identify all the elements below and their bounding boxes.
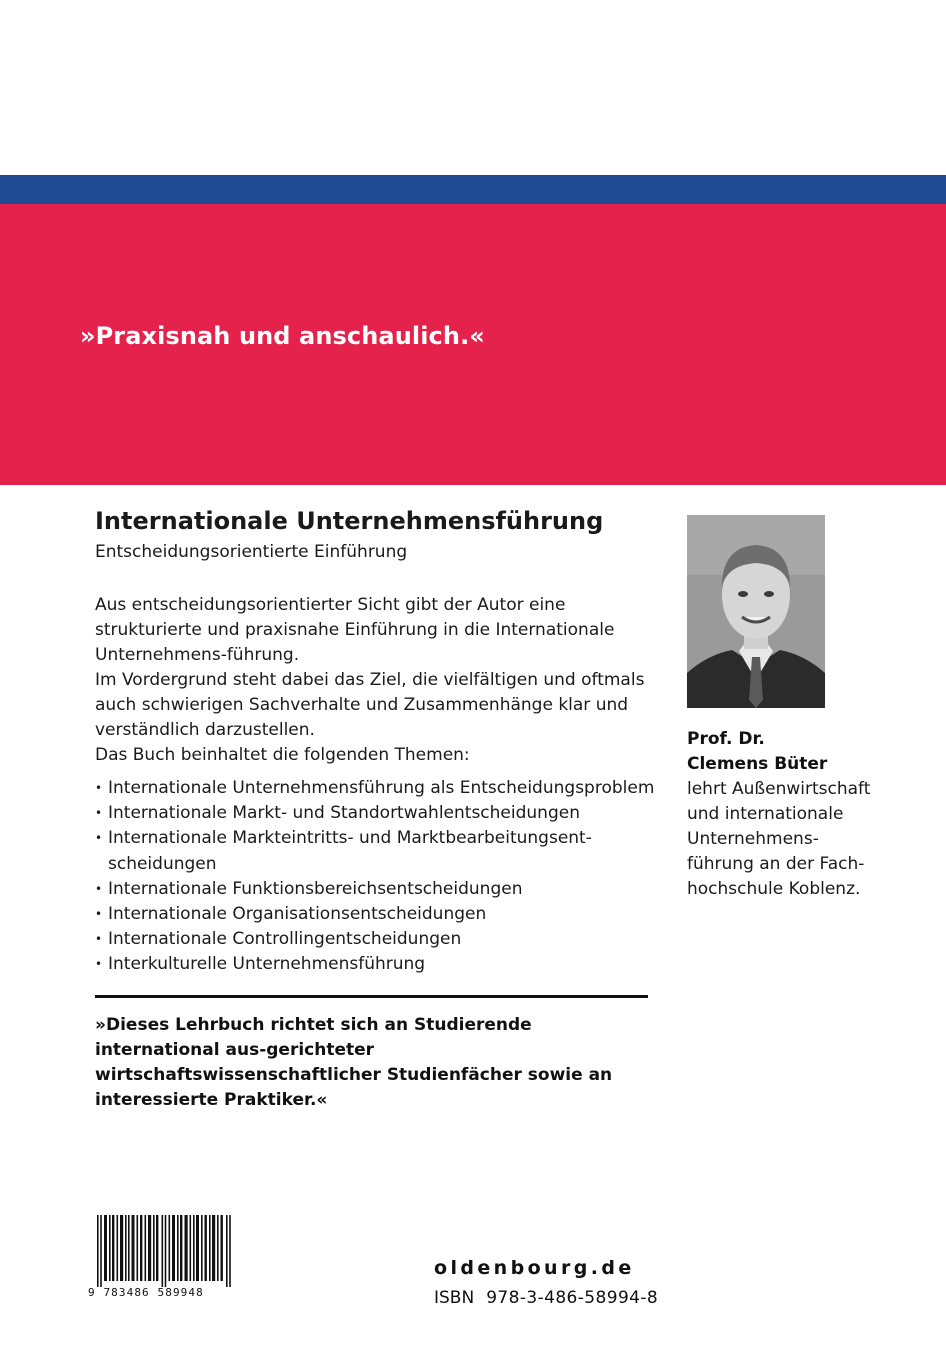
- isbn: [434, 1288, 658, 1308]
- theme-item: • Internationale Funktionsbereichsentscheidungen: [95, 877, 655, 902]
- author-fullname: Clemens Büter: [687, 754, 828, 774]
- top-blue-band: [0, 175, 946, 204]
- divider: [95, 995, 648, 998]
- theme-item: • Internationale Controllingentscheidungen: [95, 927, 655, 952]
- isbn-label: ISBN: [434, 1288, 475, 1308]
- book-title: Internationale Unternehmensführung: [95, 507, 604, 535]
- author-bio: lehrt Außenwirtschaft und internationale Unternehmens-führung an der Fach-hochschule Koblenz.: [687, 779, 871, 899]
- barcode: [97, 1215, 233, 1287]
- author-title: Prof. Dr.: [687, 729, 765, 749]
- book-subtitle: Entscheidungsorientierte Einführung: [95, 542, 408, 562]
- theme-item: • Internationale Organisationsentscheidungen: [95, 902, 655, 927]
- themes-list: [95, 776, 655, 978]
- author-photo: [687, 515, 825, 708]
- themes-intro: Das Buch beinhaltet die folgenden Themen:: [95, 745, 470, 765]
- publisher-website: oldenbourg.de: [434, 1257, 635, 1279]
- theme-item: • Internationale Markteintritts- und Marktbearbeitungsent-scheidungen: [95, 826, 655, 876]
- banner-quote: »Praxisnah und anschaulich.«: [80, 322, 485, 350]
- isbn-number: 978-3-486-58994-8: [486, 1288, 659, 1308]
- barcode-digits: 9 783486 589948: [88, 1286, 204, 1299]
- author-portrait-icon: [687, 515, 825, 708]
- target-audience-quote: »Dieses Lehrbuch richtet sich an Studierende international aus-gerichteter wirtschaftswissenschaftlicher Studienfächer sowie an interessierte Praktiker.«: [95, 1015, 613, 1110]
- theme-item: • Interkulturelle Unternehmensführung: [95, 952, 655, 977]
- theme-item: • Internationale Markt- und Standortwahlentscheidungen: [95, 801, 655, 826]
- theme-item: • Internationale Unternehmensführung als Entscheidungsproblem: [95, 776, 655, 801]
- description: [95, 593, 655, 743]
- description-paragraph: Aus entscheidungsorientierter Sicht gibt der Autor eine strukturierte und praxisnahe Einführung in die Internationale Unternehmens-führung.: [95, 595, 615, 665]
- description-paragraph: Im Vordergrund steht dabei das Ziel, die vielfältigen und oftmals auch schwierigen Sachverhalte und Zusammenhänge klar und verständlich darzustellen.: [95, 670, 645, 740]
- author-name: [687, 727, 827, 777]
